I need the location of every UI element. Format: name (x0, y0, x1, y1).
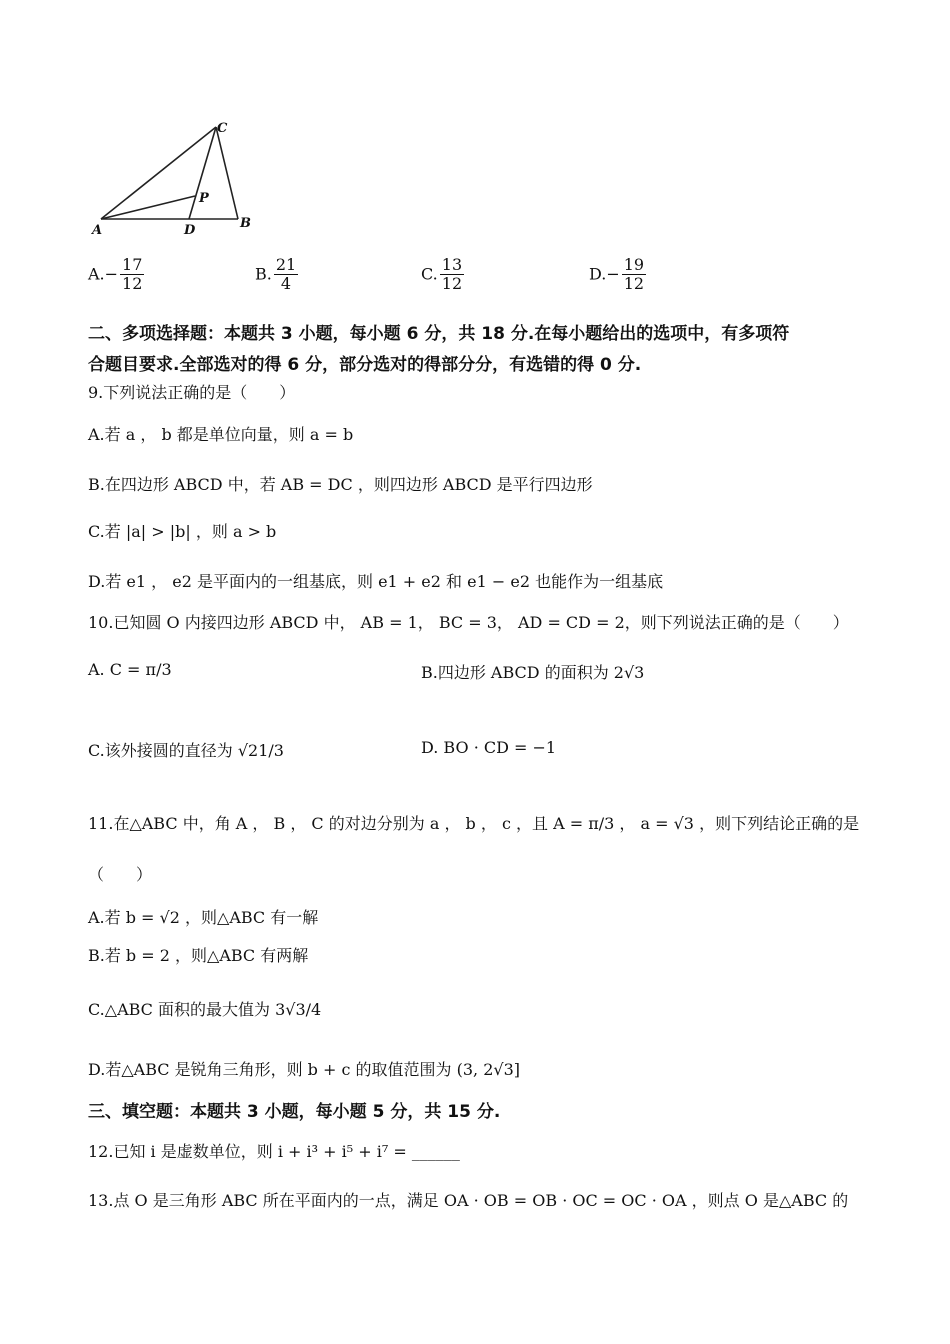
q11-option-d: D.若△ABC 是锐角三角形，则 b + c 的取值范围为 (3, 2√3] (88, 1060, 521, 1079)
label-a: A (92, 223, 103, 238)
q9-option-d: D.若 e1 ， e2 是平面内的一组基底，则 e1 + e2 和 e1 − e2 也能作为一组基底 (88, 572, 664, 591)
section3-header: 三、填空题：本题共 3 小题，每小题 5 分，共 15 分. (88, 1102, 501, 1122)
label-c: C (217, 121, 228, 136)
q10-option-d: D. BO · CD = −1 (421, 738, 557, 757)
label-p: P (199, 191, 209, 206)
q9-option-c: C.若 |a| > |b| ，则 a > b (88, 522, 277, 541)
label-d: D (184, 223, 196, 238)
q10-option-a: A. C = π/3 (88, 660, 172, 679)
q11-stem: 11.在△ABC 中，角 A ， B ， C 的对边分别为 a ， b ， c ，且 A = π/3 ， a = √3 ，则下列结论正确的是 (88, 814, 860, 833)
q11-option-a: A.若 b = √2 ，则△ABC 有一解 (88, 908, 319, 927)
q11-option-b: B.若 b = 2 ，则△ABC 有两解 (88, 946, 309, 965)
q8-option-d: D.− $\frac{19}{12}$ (589, 255, 645, 294)
q8-option-a: A.− $\frac{17}{12}$ (88, 255, 143, 294)
q13-stem: 13.点 O 是三角形 ABC 所在平面内的一点，满足 OA · OB = OB · OC = OC · OA ，则点 O 是△ABC 的 (88, 1191, 849, 1210)
q8-option-c: C. $\frac{13}{12}$ (421, 255, 463, 294)
q9-option-b: B.在四边形 ABCD 中，若 AB = DC ，则四边形 ABCD 是平行四边形 (88, 475, 593, 494)
q10-option-c: C.该外接圆的直径为 √21/3 (88, 741, 284, 760)
section2-line2: 合题目要求.全部选对的得 6 分，部分选对的得部分分，有选错的得 0 分. (88, 355, 642, 375)
label-b: B (240, 216, 251, 231)
q9-stem: 9.下列说法正确的是（ ） (88, 383, 296, 402)
q12-stem: 12.已知 i 是虚数单位，则 i + i³ + i⁵ + i⁷ = ______ (88, 1142, 460, 1161)
q10-stem: 10.已知圆 O 内接四边形 ABCD 中， AB = 1， BC = 3， AD = CD = 2，则下列说法正确的是（ ） (88, 613, 849, 632)
section2-line1: 二、多项选择题：本题共 3 小题，每小题 6 分，共 18 分.在每小题给出的选项中，有多项符 (88, 324, 790, 344)
q11-option-c: C.△ABC 面积的最大值为 3√3/4 (88, 1000, 322, 1019)
q11-paren: （ ） (88, 865, 153, 884)
q9-option-a: A.若 a ， b 都是单位向量，则 a = b (88, 425, 354, 444)
q8-option-b: B. $\frac{21}{4}$ (255, 255, 297, 294)
q10-option-b: B.四边形 ABCD 的面积为 2√3 (421, 663, 645, 682)
triangle-figure (88, 115, 258, 240)
